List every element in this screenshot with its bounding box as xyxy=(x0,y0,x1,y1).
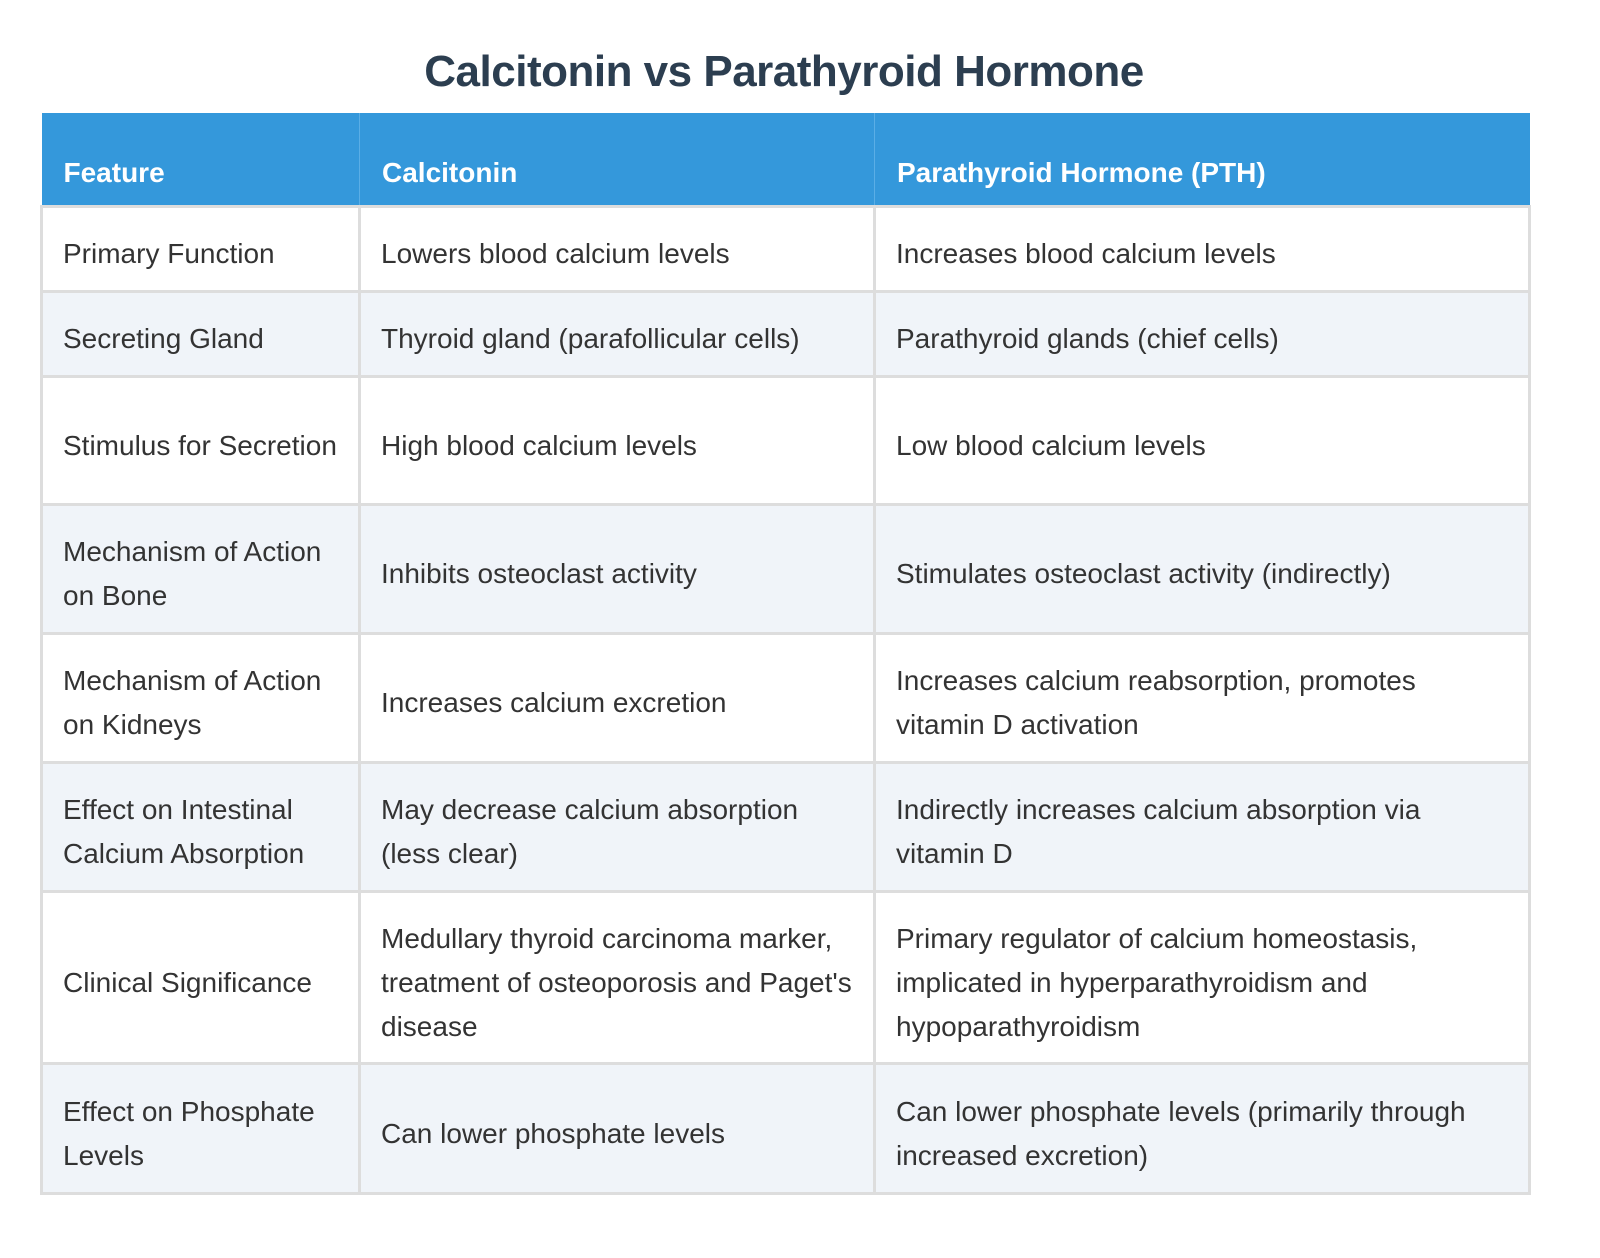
header-row xyxy=(42,113,1530,207)
cell-pth: Increases blood calcium levels xyxy=(875,207,1530,292)
header-calcitonin: Calcitonin xyxy=(360,113,875,207)
cell-feature: Mechanism of Action on Kidneys xyxy=(42,634,360,763)
cell-feature: Secreting Gland xyxy=(42,292,360,377)
table-row xyxy=(42,892,1530,1064)
cell-feature: Effect on Intestinal Calcium Absorption xyxy=(42,763,360,892)
cell-pth: Stimulates osteoclast activity (indirectly) xyxy=(875,505,1530,634)
cell-pth: Indirectly increases calcium absorption via vitamin D xyxy=(875,763,1530,892)
cell-calcitonin: High blood calcium levels xyxy=(360,377,875,505)
cell-pth: Increases calcium reabsorption, promotes vitamin D activation xyxy=(875,634,1530,763)
cell-calcitonin: Increases calcium excretion xyxy=(360,634,875,763)
table-row xyxy=(42,292,1530,377)
cell-feature: Primary Function xyxy=(42,207,360,292)
table-body xyxy=(42,207,1530,1194)
cell-feature: Effect on Phosphate Levels xyxy=(42,1064,360,1194)
cell-feature: Clinical Significance xyxy=(42,892,360,1064)
table-header xyxy=(42,113,1530,207)
cell-pth: Primary regulator of calcium homeostasis, implicated in hyperparathyroidism and hypoparathyroidism xyxy=(875,892,1530,1064)
table-row xyxy=(42,634,1530,763)
cell-feature: Mechanism of Action on Bone xyxy=(42,505,360,634)
cell-calcitonin: Inhibits osteoclast activity xyxy=(360,505,875,634)
cell-calcitonin: Thyroid gland (parafollicular cells) xyxy=(360,292,875,377)
table-row xyxy=(42,763,1530,892)
cell-feature: Stimulus for Secretion xyxy=(42,377,360,505)
table-row xyxy=(42,1064,1530,1194)
cell-calcitonin: May decrease calcium absorption (less clear) xyxy=(360,763,875,892)
cell-calcitonin: Can lower phosphate levels xyxy=(360,1064,875,1194)
cell-calcitonin: Medullary thyroid carcinoma marker, treatment of osteoporosis and Paget's disease xyxy=(360,892,875,1064)
table-row xyxy=(42,207,1530,292)
header-feature: Feature xyxy=(42,113,360,207)
cell-calcitonin: Lowers blood calcium levels xyxy=(360,207,875,292)
header-pth: Parathyroid Hormone (PTH) xyxy=(875,113,1530,207)
comparison-table xyxy=(40,113,1531,1195)
table-row xyxy=(42,377,1530,505)
cell-pth: Can lower phosphate levels (primarily through increased excretion) xyxy=(875,1064,1530,1194)
page-title: Calcitonin vs Parathyroid Hormone xyxy=(424,47,1144,96)
cell-pth: Parathyroid glands (chief cells) xyxy=(875,292,1530,377)
cell-pth: Low blood calcium levels xyxy=(875,377,1530,505)
table-row xyxy=(42,505,1530,634)
